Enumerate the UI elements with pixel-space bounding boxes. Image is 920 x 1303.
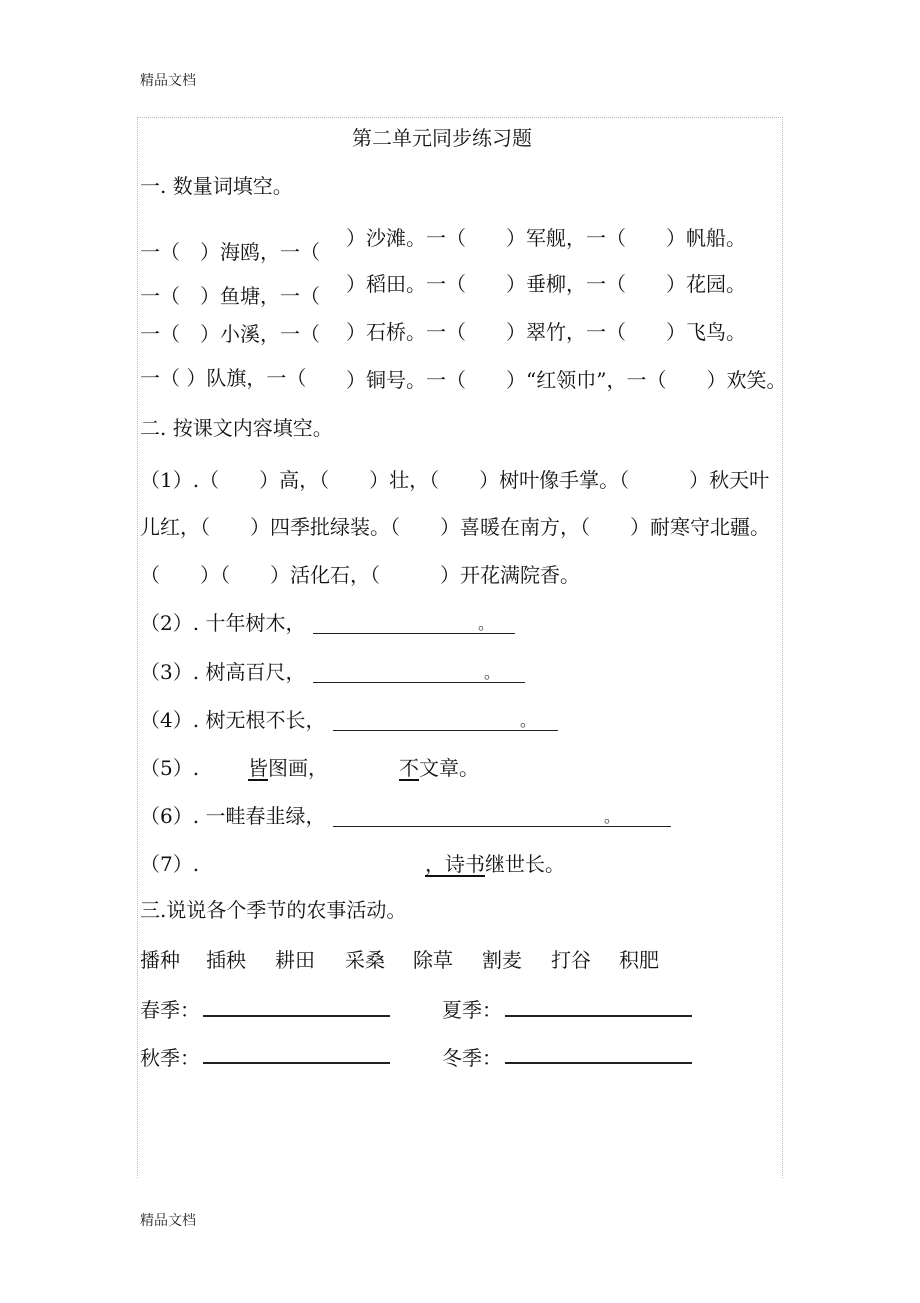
autumn-answer-line[interactable] <box>203 1062 390 1064</box>
q5-b-underlined: 不 <box>399 756 419 780</box>
word-4: 除草 <box>413 948 453 972</box>
q7-part <box>425 852 565 876</box>
word-7: 积肥 <box>619 948 659 972</box>
s1-row4-a: 一（ ）队旗，一（ <box>140 366 307 390</box>
s1-row1-b: ）沙滩。一（ ）军舰，一（ ）帆船。 <box>346 226 746 250</box>
summer-answer-line[interactable] <box>505 1015 692 1017</box>
q7-prefix: （7）. <box>140 852 200 876</box>
q7-rest: 继世长。 <box>485 852 565 876</box>
word-5: 割麦 <box>482 948 522 972</box>
word-6: 打谷 <box>551 948 591 972</box>
q3-text: （3）. 树高百尺， <box>140 660 306 684</box>
q6-period: 。 <box>604 807 621 826</box>
word-2: 耕田 <box>275 948 315 972</box>
summer-label: 夏季： <box>442 998 502 1022</box>
word-1: 插秧 <box>206 948 246 972</box>
q4-text: （4）. 树无根不长， <box>140 708 326 732</box>
word-3: 采桑 <box>345 948 385 972</box>
s1-row2-a: 一（ ）鱼塘，一（ <box>140 284 320 308</box>
q1-line1: （1）.（ ）高，（ ）壮，（ ）树叶像手掌。（ ）秋天叶 <box>140 468 770 492</box>
page-title: 第二单元同步练习题 <box>352 126 532 150</box>
winter-answer-line[interactable] <box>505 1062 692 1064</box>
q5-a-rest: 图画， <box>268 756 328 780</box>
spring-label: 春季： <box>140 998 200 1022</box>
q7-underlined: ，诗书 <box>425 852 485 876</box>
q6-text: （6）. 一畦春韭绿， <box>140 804 326 828</box>
s1-row3-b: ）石桥。一（ ）翠竹，一（ ）飞鸟。 <box>346 320 746 344</box>
q3-period: 。 <box>484 663 501 682</box>
autumn-label: 秋季： <box>140 1046 200 1070</box>
q5-b-rest: 文章。 <box>419 756 479 780</box>
section2-heading: 二. 按课文内容填空。 <box>140 416 333 440</box>
q5-prefix: （5）. <box>140 756 200 780</box>
q4-period: 。 <box>520 711 537 730</box>
spring-answer-line[interactable] <box>203 1015 390 1017</box>
word-0: 播种 <box>140 948 180 972</box>
winter-label: 冬季： <box>442 1046 502 1070</box>
q2-text: （2）. 十年树木， <box>140 611 306 635</box>
q6-answer-line[interactable] <box>333 826 671 827</box>
s1-row4-b: ）铜号。一（ ）“红领巾”，一（ ）欢笑。 <box>346 368 787 392</box>
q5-a-underlined: 皆 <box>248 756 268 780</box>
q5-part-a <box>248 756 328 780</box>
q1-line2: 儿红，（ ）四季批绿装。（ ）喜暖在南方，（ ）耐寒守北疆。 <box>140 515 770 539</box>
page-footer: 精品文档 <box>140 1213 196 1229</box>
q1-line3: （ ）（ ）活化石，（ ）开花满院香。 <box>140 563 580 587</box>
s1-row3-a: 一（ ）小溪，一（ <box>140 322 320 346</box>
section3-heading: 三.说说各个季节的农事活动。 <box>140 898 407 922</box>
q2-period: 。 <box>478 614 495 633</box>
page-header: 精品文档 <box>140 73 196 89</box>
s1-row1-a: 一（ ）海鸥，一（ <box>140 240 320 264</box>
q5-part-b <box>399 756 479 780</box>
section1-heading: 一. 数量词填空。 <box>140 174 293 198</box>
s1-row2-b: ）稻田。一（ ）垂柳，一（ ）花园。 <box>346 272 746 296</box>
